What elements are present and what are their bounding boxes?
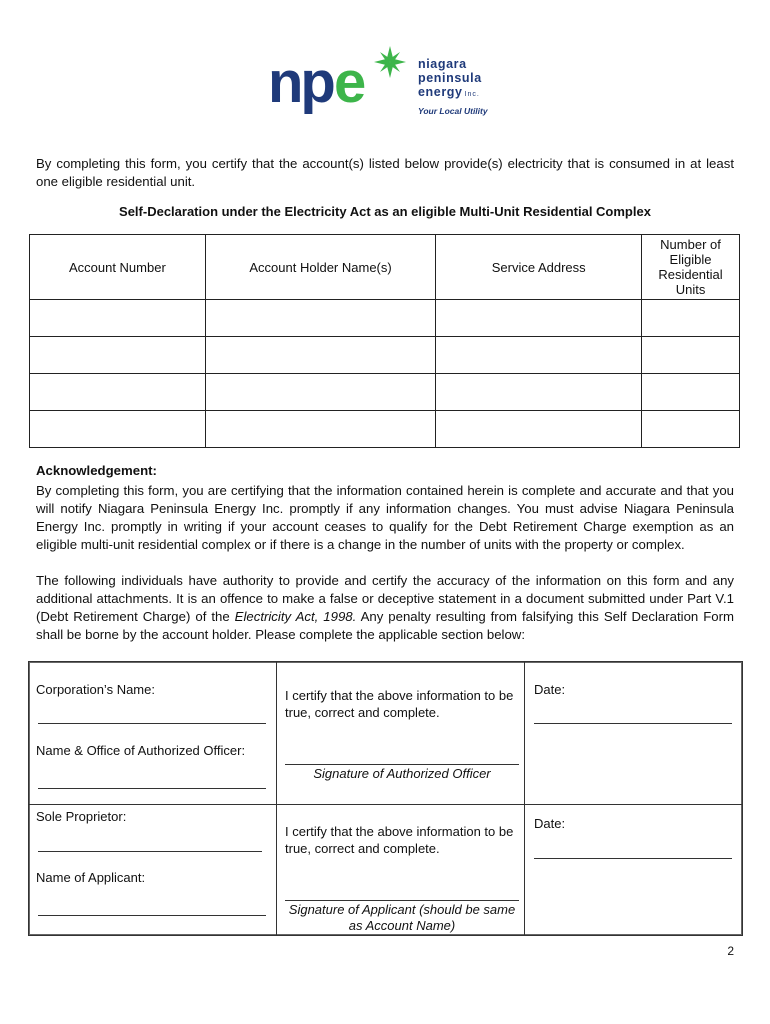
- officer-signature-field[interactable]: [285, 764, 519, 765]
- header-service-address: Service Address: [436, 235, 642, 300]
- authority-text: The following individuals have authority to provide and certify the accuracy of the information on this form and any additional attachments. It is an offence to make a false or deceptive statement in a document submitted under Part V.1 (Debt Retirement Charge) of the: [36, 573, 734, 624]
- sole-date-field[interactable]: [534, 858, 732, 859]
- sole-proprietor-label: Sole Proprietor:: [36, 809, 127, 824]
- company-line-2: peninsula: [418, 71, 482, 85]
- section-title: Self-Declaration under the Electricity Act as an eligible Multi-Unit Residential Complex: [119, 204, 651, 219]
- company-line-3: energy: [418, 85, 463, 99]
- header-units: Number of Eligible Residential Units: [642, 235, 740, 300]
- account-holder-cell[interactable]: [205, 411, 436, 448]
- company-line-1: niagara: [418, 57, 467, 71]
- acknowledgement-title: Acknowledgement:: [36, 463, 157, 478]
- divider: [276, 662, 277, 935]
- sole-proprietor-field[interactable]: [38, 851, 262, 852]
- corporation-date-label: Date:: [534, 682, 566, 697]
- account-number-cell[interactable]: [30, 300, 206, 337]
- applicant-name-label: Name of Applicant:: [36, 870, 146, 885]
- table-row: [30, 337, 740, 374]
- company-name: [418, 57, 482, 102]
- table-row: [30, 411, 740, 448]
- account-number-cell[interactable]: [30, 411, 206, 448]
- svg-text:np: np: [268, 50, 333, 115]
- corporation-name-label: Corporation’s Name:: [36, 682, 155, 697]
- page-number: 2: [727, 944, 734, 958]
- applicant-signature-caption-line2: as Account Name): [348, 918, 456, 933]
- accounts-table: [29, 234, 740, 448]
- account-holder-cell[interactable]: [205, 300, 436, 337]
- company-inc: Inc.: [464, 91, 480, 98]
- intro-paragraph: By completing this form, you certify that the account(s) listed below provide(s) electricity that is consumed in at least one eligible residential unit.: [36, 156, 734, 189]
- npe-logo-mark: [268, 44, 418, 124]
- star-burst-icon: [374, 46, 406, 78]
- corporation-name-field[interactable]: [38, 723, 266, 724]
- service-address-cell[interactable]: [436, 374, 642, 411]
- npe-logo: [268, 44, 498, 124]
- officer-name-label: Name & Office of Authorized Officer:: [36, 743, 246, 758]
- account-holder-cell[interactable]: [205, 337, 436, 374]
- divider: [29, 804, 742, 805]
- act-name: Electricity Act, 1998.: [234, 609, 357, 624]
- applicant-name-field[interactable]: [38, 915, 266, 916]
- account-number-cell[interactable]: [30, 374, 206, 411]
- sole-date-label: Date:: [534, 816, 566, 831]
- corporation-date-field[interactable]: [534, 723, 732, 724]
- applicant-signature-caption: [281, 902, 523, 934]
- service-address-cell[interactable]: [436, 411, 642, 448]
- tagline: Your Local Utility: [418, 106, 488, 116]
- officer-name-field[interactable]: [38, 788, 266, 789]
- applicant-signature-caption-line1: Signature of Applicant (should be same: [288, 902, 516, 917]
- authorization-box: [28, 661, 743, 936]
- header-account-number: Account Number: [30, 235, 206, 300]
- account-number-cell[interactable]: [30, 337, 206, 374]
- account-holder-cell[interactable]: [205, 374, 436, 411]
- units-cell[interactable]: [642, 337, 740, 374]
- authority-paragraph: [36, 572, 734, 644]
- table-header-row: [30, 235, 740, 300]
- authority-text-end: Any penalty resulting from falsifying this Self Declaration Form shall be borne by the account holder. Please complete the applicable section below:: [36, 609, 734, 642]
- svg-text:e: e: [334, 50, 367, 115]
- acknowledgement-paragraph: By completing this form, you are certifying that the information contained herein is complete and accurate and that you will notify Niagara Peninsula Energy Inc. promptly if any information changes. You must advise Niagara Peninsula Energy Inc. promptly in writing if your account ceases to qualify for the Debt Retirement Charge exemption as an eligible multi-unit residential complex or if there is a change in the number of units with the property or complex.: [36, 483, 734, 552]
- applicant-signature-field[interactable]: [285, 900, 519, 901]
- units-cell[interactable]: [642, 300, 740, 337]
- officer-signature-caption: Signature of Authorized Officer: [313, 766, 491, 781]
- header-account-holder: Account Holder Name(s): [205, 235, 436, 300]
- table-row: [30, 374, 740, 411]
- corporation-certify-text: I certify that the above information to be true, correct and complete.: [285, 688, 514, 720]
- service-address-cell[interactable]: [436, 337, 642, 374]
- service-address-cell[interactable]: [436, 300, 642, 337]
- units-cell[interactable]: [642, 411, 740, 448]
- sole-certify-text: I certify that the above information to be true, correct and complete.: [285, 824, 514, 856]
- divider: [524, 662, 525, 935]
- units-cell[interactable]: [642, 374, 740, 411]
- table-row: [30, 300, 740, 337]
